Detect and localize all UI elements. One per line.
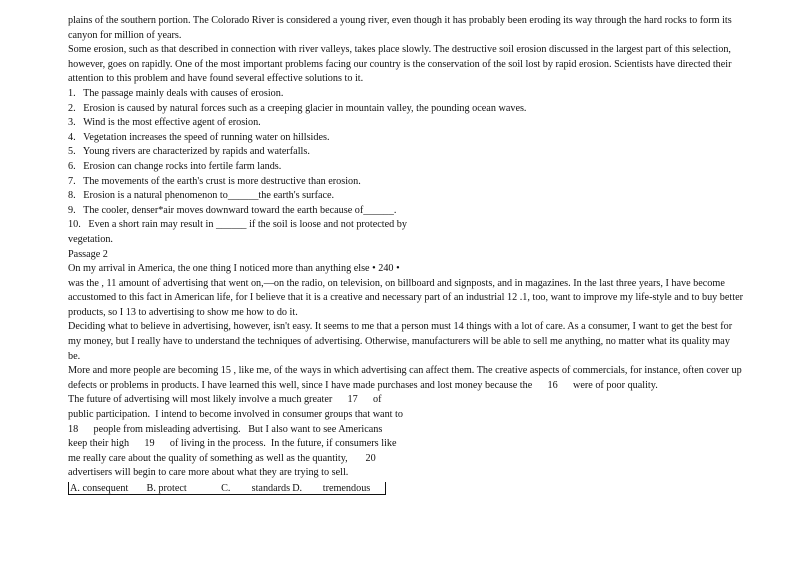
option-d-letter: D. (292, 483, 303, 494)
option-b: B. protect (146, 483, 187, 494)
option-c-text: standards (251, 483, 291, 494)
question-10: 10. Even a short rain may result in ______ if the soil is loose and not protected by (68, 219, 407, 231)
option-c-letter: C. (221, 483, 231, 494)
text-line: public participation. I intend to become involved in consumer groups that want to (68, 409, 403, 421)
text-line: The future of advertising will most likely involve a much greater 17 of (68, 394, 382, 406)
text-line: plains of the southern portion. The Colorado River is considered a young river, even though it has probably been eroding its way through the hard rocks to form its (68, 15, 732, 26)
question-4: 4. Vegetation increases the speed of running water on hillsides. (68, 131, 330, 143)
option-d-text: tremendous (322, 483, 371, 494)
text-line: was the , 11 amount of advertising that went on,—on the radio, on television, on billboard and signposts, and in magazines. In the last three years, I have become (68, 277, 725, 289)
question-1: 1. The passage mainly deals with causes of erosion. (68, 87, 284, 99)
answer-options-box (68, 482, 386, 495)
question-9: 9. The cooler, denser*air moves downward toward the earth because of______. (68, 204, 397, 216)
document-page (68, 14, 743, 495)
question-2: 2. Erosion is caused by natural forces such as a creeping glacier in mountain valley, the pounding ocean waves. (68, 102, 527, 114)
text-line: me really care about the quality of something as well as the quantity, 20 (68, 452, 376, 464)
question-6: 6. Erosion can change rocks into fertile farm lands. (68, 160, 282, 172)
passage-2-heading: Passage 2 (68, 248, 108, 260)
question-10-continued: vegetation. (68, 233, 113, 245)
text-line: keep their high 19 of living in the process. In the future, if consumers like (68, 438, 397, 450)
text-line: On my arrival in America, the one thing I noticed more than anything else • 240 • (68, 263, 400, 275)
text-line: be. (68, 350, 81, 362)
text-line: advertisers will begin to care more about what they are trying to sell. (68, 467, 349, 479)
question-3: 3. Wind is the most effective agent of erosion. (68, 117, 261, 129)
question-8: 8. Erosion is a natural phenomenon to______the earth's surface. (68, 190, 335, 202)
text-line: Some erosion, such as that described in connection with river valleys, takes place slowly. The destructive soil erosion discussed in the largest part of this selection, (68, 44, 731, 56)
text-line: my money, but I really have to understand the techniques of advertising. Otherwise, manufacturers will be able to sell me anything, no matter what its quality may (68, 336, 730, 348)
text-line: canyon for million of years. (68, 29, 182, 41)
question-7: 7. The movements of the earth's crust is more destructive than erosion. (68, 175, 361, 187)
text-line: 18 people from misleading advertising. But I also want to see Americans (68, 423, 383, 435)
text-line: defects or problems in products. I have learned this well, since I have made purchases and lost money because the 16 were of poor quality. (68, 379, 658, 391)
text-line: accustomed to this fact in American life, for I believe that it is a creative and necessary part of an industrial 12 .1, too, want to improve my life-style and to buy better (68, 292, 743, 304)
text-line: attention to this problem and have found several effective solutions to it. (68, 73, 364, 85)
text-line: More and more people are becoming 15 , like me, of the ways in which advertising can affect them. The creative aspects of commercials, for instance, often cover up (68, 365, 742, 377)
option-a: A. consequent (70, 483, 129, 494)
text-line: products, so I 13 to advertising to show me how to do it. (68, 306, 298, 318)
text-line: Deciding what to believe in advertising, however, isn't easy. It seems to me that a person must 14 things with a lot of care. As a consumer, I want to get the best for (68, 321, 733, 333)
text-line: however, goes on rapidly. One of the most important problems facing our country is the conservation of the soil lost by rapid erosion. Scientists have directed their (68, 58, 732, 70)
question-5: 5. Young rivers are characterized by rapids and waterfalls. (68, 146, 310, 158)
